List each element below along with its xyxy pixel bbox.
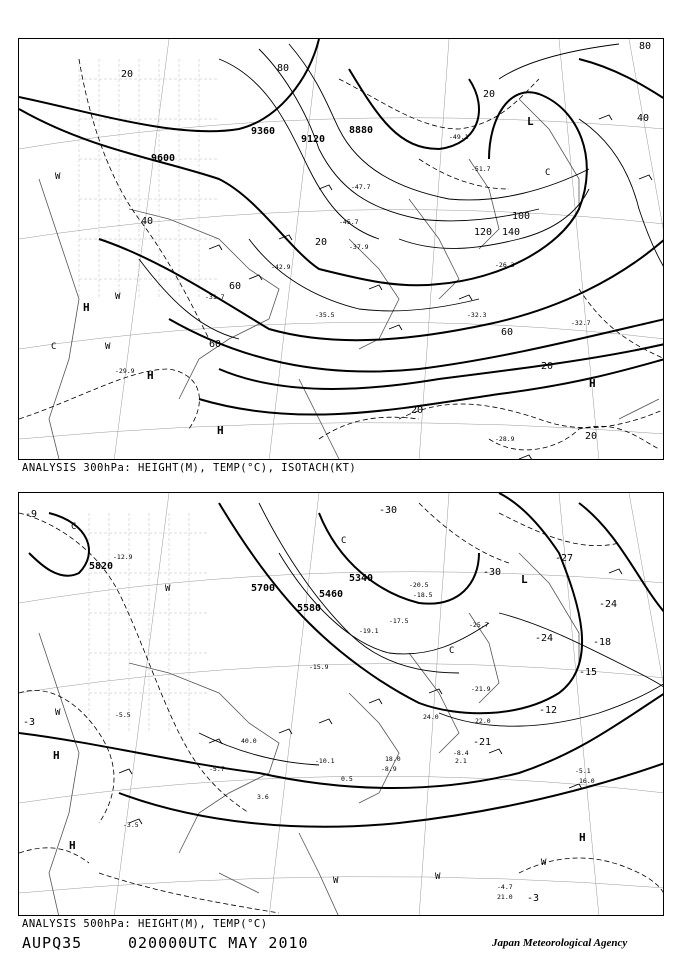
- cold-center-label: C: [341, 536, 347, 546]
- valid-time: 020000UTC MAY 2010: [128, 934, 309, 952]
- secondary-contours: [199, 503, 664, 765]
- height-label-5460: 5460: [319, 589, 344, 600]
- temperature-label: -31.7: [205, 293, 225, 301]
- height-label-9360: 9360: [251, 126, 276, 137]
- height-label-5580: 5580: [297, 603, 322, 614]
- station-value: 40.0: [241, 737, 257, 745]
- station-value: -8.9: [381, 765, 397, 773]
- temperature-label: -51.7: [471, 165, 491, 173]
- isotherm-label: -21: [473, 737, 492, 748]
- warm-center-label: W: [55, 172, 61, 182]
- station-value: 21.0: [497, 893, 513, 901]
- height-label-5340: 5340: [349, 573, 374, 584]
- temperature-label: -35.5: [315, 311, 335, 319]
- isotach-label: 20: [315, 237, 328, 248]
- isotach-label: 60: [501, 327, 514, 338]
- caption-500hpa: ANALYSIS 500hPa: HEIGHT(M), TEMP(°C): [22, 918, 268, 930]
- map-panel-500hpa: [18, 492, 664, 916]
- isotherm-label: -3: [23, 717, 36, 728]
- isotherm-label: -3: [527, 893, 540, 904]
- station-value: -12.9: [113, 553, 133, 561]
- temperature-label: -29.9: [115, 367, 135, 375]
- map-500hpa-canvas: [19, 493, 664, 916]
- station-value: -3.5: [123, 821, 139, 829]
- topography-hatch: [89, 513, 209, 733]
- high-center-label: H: [589, 377, 596, 390]
- high-center-label: H: [217, 424, 224, 437]
- isotach-label: 40: [637, 113, 650, 124]
- station-value: -5.5: [115, 711, 131, 719]
- isotherm-label: -24: [599, 599, 618, 610]
- station-value: -19.1: [359, 627, 379, 635]
- isotach-label: 60: [209, 339, 222, 350]
- high-center-label: H: [53, 749, 60, 762]
- isotach-label: 60: [229, 281, 242, 292]
- isotach-label: 40: [141, 216, 154, 227]
- warm-center-label: W: [115, 292, 121, 302]
- high-center-label: H: [83, 301, 90, 314]
- isotherm-label: -30: [483, 567, 502, 578]
- station-value: -8.4: [453, 749, 469, 757]
- station-value: -15.9: [309, 663, 329, 671]
- warm-center-label: W: [435, 872, 441, 882]
- isotach-label: 80: [277, 63, 290, 74]
- chart-code: AUPQ35: [22, 934, 83, 952]
- station-value: 22.0: [475, 717, 491, 725]
- isotach-label: 20: [585, 431, 598, 442]
- isotach-label: 20: [411, 405, 424, 416]
- height-contours: [19, 39, 664, 415]
- warm-center-label: W: [105, 342, 111, 352]
- low-center-label: L: [527, 115, 534, 128]
- station-value: 16.0: [579, 777, 595, 785]
- isotherm-label: -15: [579, 667, 598, 678]
- temperature-label: -37.9: [349, 243, 369, 251]
- station-value: -25.7: [469, 621, 489, 629]
- station-value: 0.5: [341, 775, 353, 783]
- isotherm-label: -27: [555, 553, 574, 564]
- isotach-label: 100: [512, 211, 531, 222]
- isotherm-label: -18: [593, 637, 612, 648]
- station-value: 2.1: [455, 757, 467, 765]
- wind-barbs: [119, 569, 622, 824]
- isotach-label: 20: [483, 89, 496, 100]
- isotach-label: 20: [121, 69, 134, 80]
- high-center-label: H: [69, 839, 76, 852]
- station-value: 3.6: [257, 793, 269, 801]
- height-label-5820: 5820: [89, 561, 114, 572]
- map-300hpa-canvas: [19, 39, 664, 460]
- station-value: 18.0: [385, 755, 401, 763]
- isotherm-label: -9: [25, 509, 38, 520]
- temperature-isotherms: [19, 59, 664, 450]
- temperature-label: -32.7: [571, 319, 591, 327]
- caption-300hpa: ANALYSIS 300hPa: HEIGHT(M), TEMP(°C), ISOTACH(KT): [22, 462, 357, 474]
- warm-center-label: W: [333, 876, 339, 886]
- high-center-label: H: [147, 369, 154, 382]
- station-value: -5.1: [575, 767, 591, 775]
- height-label-9120: 9120: [301, 134, 326, 145]
- isotherm-label: -24: [535, 633, 554, 644]
- temperature-label: -42.9: [271, 263, 291, 271]
- warm-center-label: W: [165, 584, 171, 594]
- station-value-group: [113, 553, 598, 901]
- height-label-5700: 5700: [251, 583, 276, 594]
- temperature-label: -45.7: [339, 218, 359, 226]
- graticule-lines: [19, 39, 664, 460]
- station-value: -21.9: [471, 685, 491, 693]
- map-panel-300hpa: [18, 38, 664, 460]
- low-center-label: L: [521, 573, 528, 586]
- warm-center-label: W: [541, 858, 547, 868]
- height-label-group: [89, 561, 373, 614]
- temperature-label: -28.9: [495, 435, 515, 443]
- isotherm-label: -30: [379, 505, 398, 516]
- temperature-label: -47.7: [351, 183, 371, 191]
- temperature-label: -49.1: [449, 133, 469, 141]
- station-value: 24.0: [423, 713, 439, 721]
- isotach-label: 120: [474, 227, 493, 238]
- station-value: -20.5: [409, 581, 429, 589]
- agency-name: Japan Meteorological Agency: [492, 937, 628, 949]
- height-label-9600: 9600: [151, 153, 176, 164]
- warm-center-label: W: [55, 708, 61, 718]
- isotach-label: 80: [639, 41, 652, 52]
- warm-cold-marks: [51, 168, 550, 352]
- temperature-isotherms: [19, 503, 664, 913]
- topography-hatch: [79, 59, 219, 299]
- isotach-label: 20: [541, 361, 554, 372]
- station-value: -4.7: [497, 883, 513, 891]
- station-value: -10.1: [315, 757, 335, 765]
- isotach-label: 140: [502, 227, 521, 238]
- height-label-8880: 8880: [349, 125, 374, 136]
- station-value: -5.7: [209, 765, 225, 773]
- station-value: -18.5: [413, 591, 433, 599]
- temperature-label: -26.3: [495, 261, 515, 269]
- cold-center-label: C: [449, 646, 455, 656]
- temperature-label: -32.3: [467, 311, 487, 319]
- cold-center-label: C: [51, 342, 57, 352]
- cold-center-label: C: [545, 168, 551, 178]
- isotherm-label: -12: [539, 705, 558, 716]
- temperature-label-group: [115, 133, 591, 443]
- high-center-label: H: [579, 831, 586, 844]
- cold-center-label: C: [71, 522, 77, 532]
- station-value: -17.5: [389, 617, 409, 625]
